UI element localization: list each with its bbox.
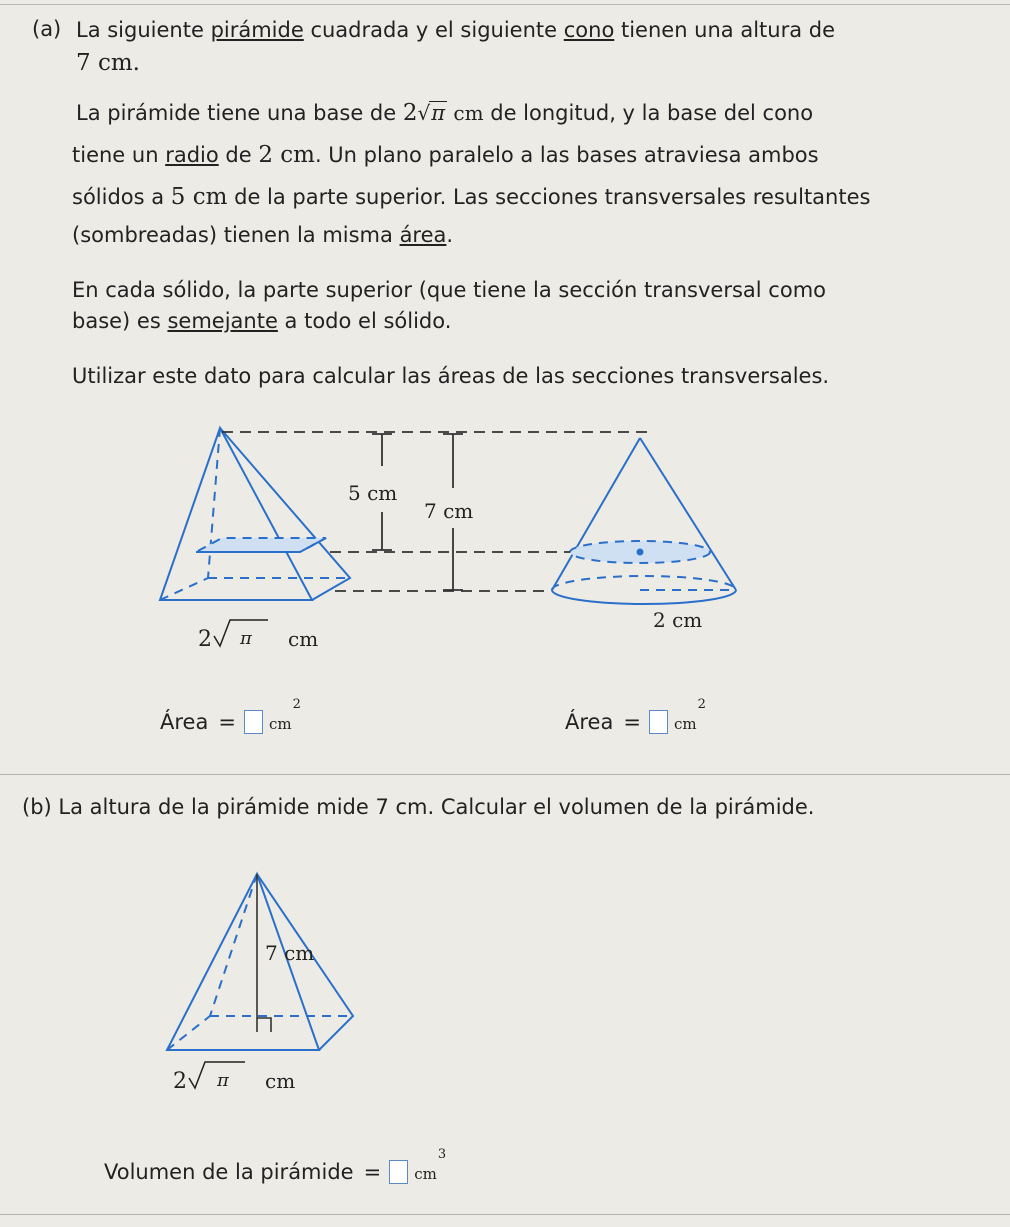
answer-row-cone: Área = cm 2	[565, 696, 706, 734]
area-input-cone[interactable]	[649, 710, 668, 734]
section-divider	[0, 774, 1010, 775]
svg-text:2: 2	[173, 1069, 187, 1094]
para2-line3: sólidos a 5 cm de la parte superior. Las secciones transversales resultantes	[72, 184, 871, 210]
area-input-pyramid[interactable]	[244, 710, 263, 734]
volume-input[interactable]	[389, 1160, 408, 1184]
para2-line4: (sombreadas) tienen la misma área.	[72, 223, 454, 247]
figure-a	[150, 420, 770, 670]
answer-row-volume: Volumen de la pirámide = cm 3	[104, 1146, 447, 1184]
radio-link[interactable]: radio	[165, 143, 219, 167]
para4: Utilizar este dato para calcular las áreas de las secciones transversales.	[72, 364, 830, 388]
bottom-divider	[0, 1214, 1010, 1215]
label-2cm: 2 cm	[653, 608, 703, 632]
svg-text:cm: cm	[288, 627, 319, 651]
part-b-text: (b) La altura de la pirámide mide 7 cm. Calcular el volumen de la pirámide.	[22, 795, 815, 819]
svg-text:cm: cm	[265, 1069, 296, 1093]
svg-text:2: 2	[198, 627, 212, 652]
figure-b	[155, 868, 375, 1098]
semejante-link[interactable]: semejante	[167, 309, 278, 333]
area-label-cone: Área	[565, 710, 614, 734]
svg-text:π: π	[217, 1070, 229, 1091]
label-7cm: 7 cm	[424, 499, 474, 523]
svg-text:π: π	[240, 628, 252, 649]
para2-line1: La pirámide tiene una base de 2√π cm de longitud, y la base del cono	[76, 100, 814, 126]
part-a-label: (a)	[32, 17, 62, 41]
part-a-line1: La siguiente pirámide cuadrada y el siguiente cono tienen una altura de	[76, 18, 836, 42]
para2-line2: tiene un radio de 2 cm. Un plano paralelo a las bases atraviesa ambos	[72, 142, 819, 168]
label-7cm-b: 7 cm	[265, 941, 315, 965]
area-link[interactable]: área	[399, 223, 447, 247]
para3-line1: En cada sólido, la parte superior (que tiene la sección transversal como	[72, 278, 827, 302]
answer-row-pyramid: Área = cm 2	[160, 696, 301, 734]
label-base-side	[198, 620, 318, 652]
area-label-pyramid: Área	[160, 710, 209, 734]
label-5cm: 5 cm	[348, 481, 398, 505]
top-border	[0, 4, 1010, 5]
pyramid-cross-section	[196, 538, 326, 552]
label-base-side-b	[173, 1062, 295, 1094]
cone-link[interactable]: cono	[563, 18, 615, 42]
pyramid-shape	[160, 428, 350, 600]
cone-shape	[552, 438, 736, 604]
height-value: 7 cm.	[76, 50, 140, 76]
para3-line2: base) es semejante a todo el sólido.	[72, 309, 452, 333]
volume-label: Volumen de la pirámide	[104, 1160, 354, 1184]
pyramid-link[interactable]: pirámide	[210, 18, 304, 42]
pyramid-b-shape	[167, 874, 353, 1050]
